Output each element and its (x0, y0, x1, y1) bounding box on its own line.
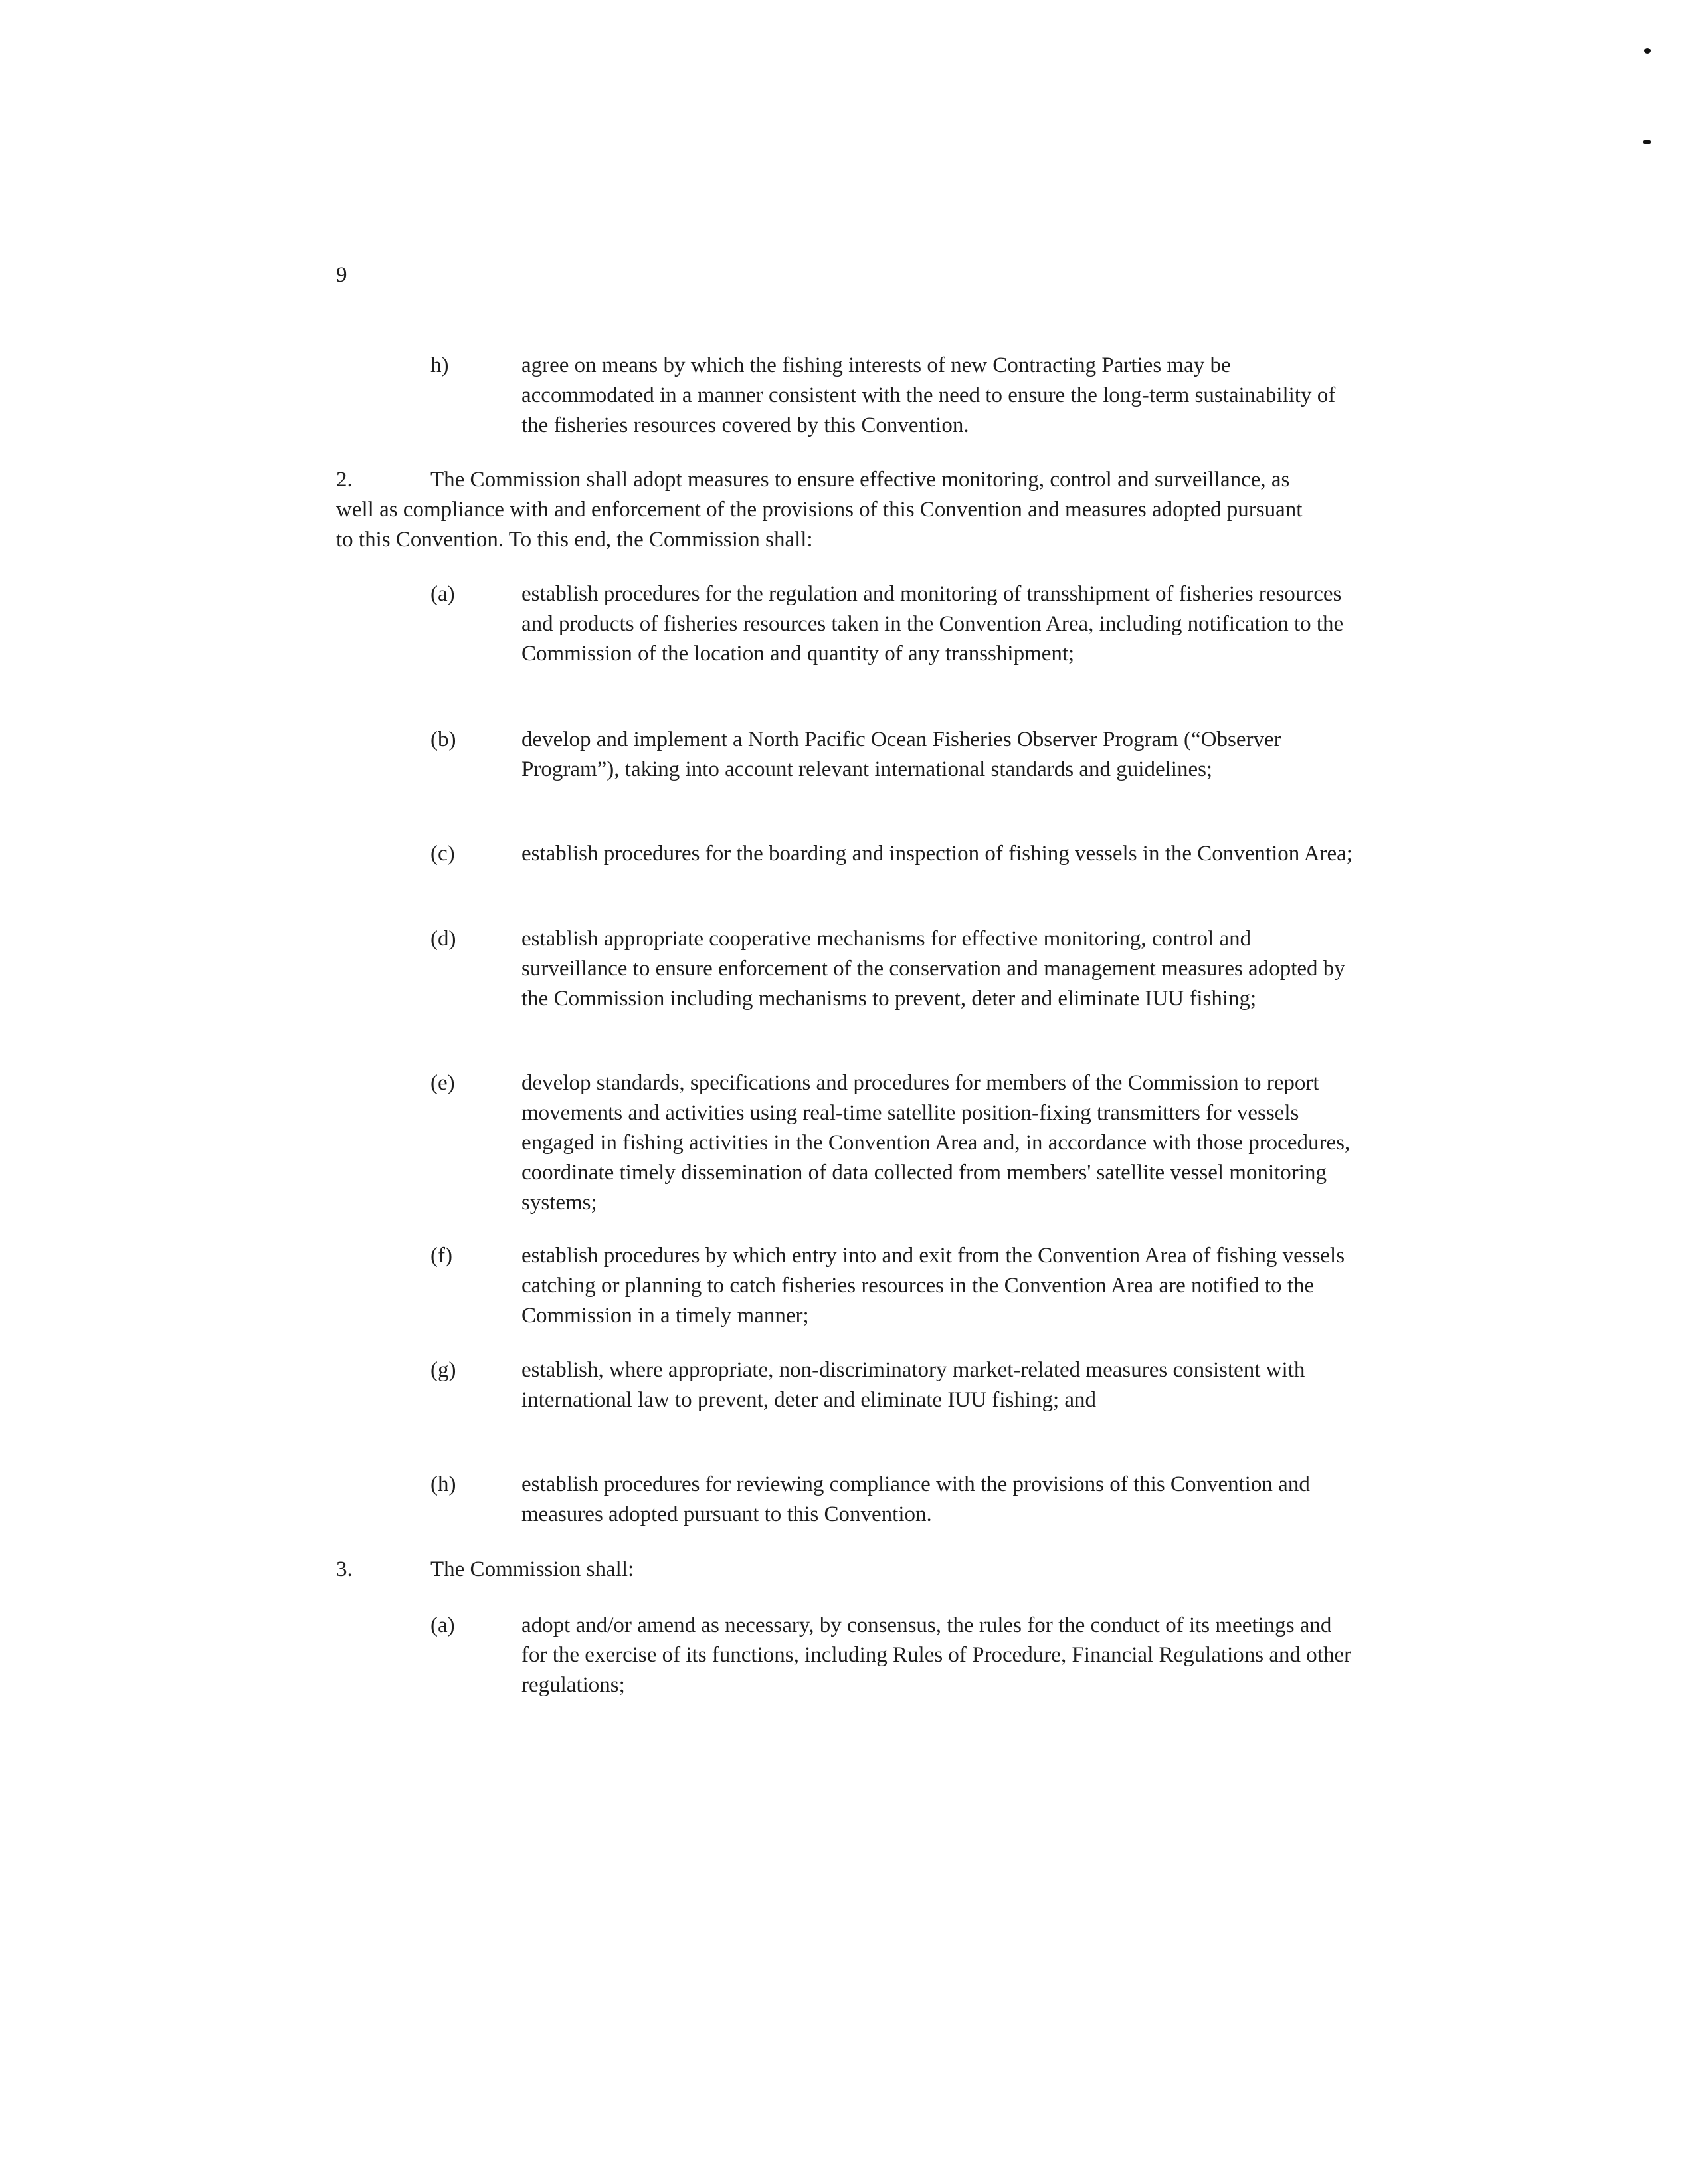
item-label: (c) (430, 842, 455, 866)
item-label: (b) (430, 728, 456, 751)
item-text: develop and implement a North Pacific Ocean Fisheries Observer Program (“Observer Program”), taking into account relevant international standards and guidelines; (521, 728, 1281, 781)
item-label: (h) (430, 1472, 456, 1496)
item-label: (g) (430, 1358, 456, 1382)
scan-speck (1644, 48, 1651, 54)
item-text: agree on means by which the fishing interests of new Contracting Parties may be accommodated in a manner consistent with the need to ensure the long-term sustainability of the fisheries resources covered by this Convention. (521, 353, 1336, 437)
item-label: (e) (430, 1071, 455, 1095)
item-text: establish, where appropriate, non-discriminatory market-related measures consistent with international law to prevent, deter and eliminate IUU fishing; and (521, 1358, 1305, 1412)
item-text: establish procedures by which entry into and exit from the Convention Area of fishing vessels catching or planning to catch fisheries resources in the Convention Area are notified to the Commission in a timely manner; (521, 1244, 1345, 1328)
item-text: adopt and/or amend as necessary, by consensus, the rules for the conduct of its meetings and for the exercise of its functions, including Rules of Procedure, Financial Regulations and other regulations; (521, 1613, 1352, 1697)
item-text: establish procedures for reviewing compliance with the provisions of this Convention and measures adopted pursuant to this Convention. (521, 1472, 1310, 1526)
item-label: (d) (430, 927, 456, 951)
item-text: develop standards, specifications and procedures for members of the Commission to report movements and activities using real-time satellite position-fixing transmitters for vessels engaged in fishing activities in the Convention Area and, in accordance with those procedures, coordinate timely dissemination of data collected from members' satellite vessel monitoring systems; (521, 1071, 1351, 1215)
paragraph-3 (336, 1555, 1319, 1585)
item-label: h) (430, 353, 449, 377)
item-text: establish procedures for the boarding and inspection of fishing vessels in the Convention Area; (521, 842, 1353, 866)
item-label: (a) (430, 582, 455, 606)
paragraph-text: The Commission shall adopt measures to ensure effective monitoring, control and surveillance, as well as compliance with and enforcement of the provisions of this Convention and measures adopted pursuant to this Convention. To this end, the Commission shall: (336, 468, 1303, 551)
page-number: 9 (336, 263, 347, 287)
paragraph-number: 3. (336, 1557, 353, 1581)
scan-speck (1643, 140, 1651, 144)
item-text: establish appropriate cooperative mechanisms for effective monitoring, control and surveillance to ensure enforcement of the conservation and management measures adopted by the Commission including mechanisms to prevent, deter and eliminate IUU fishing; (521, 927, 1345, 1011)
item-text: establish procedures for the regulation and monitoring of transshipment of fisheries resources and products of fisheries resources taken in the Convention Area, including notification to the Commission of the location and quantity of any transshipment; (521, 582, 1344, 666)
paragraph-2 (336, 465, 1319, 555)
item-label: (a) (430, 1613, 455, 1637)
paragraph-text: The Commission shall: (430, 1557, 634, 1581)
item-label: (f) (430, 1244, 452, 1268)
paragraph-number: 2. (336, 468, 353, 492)
